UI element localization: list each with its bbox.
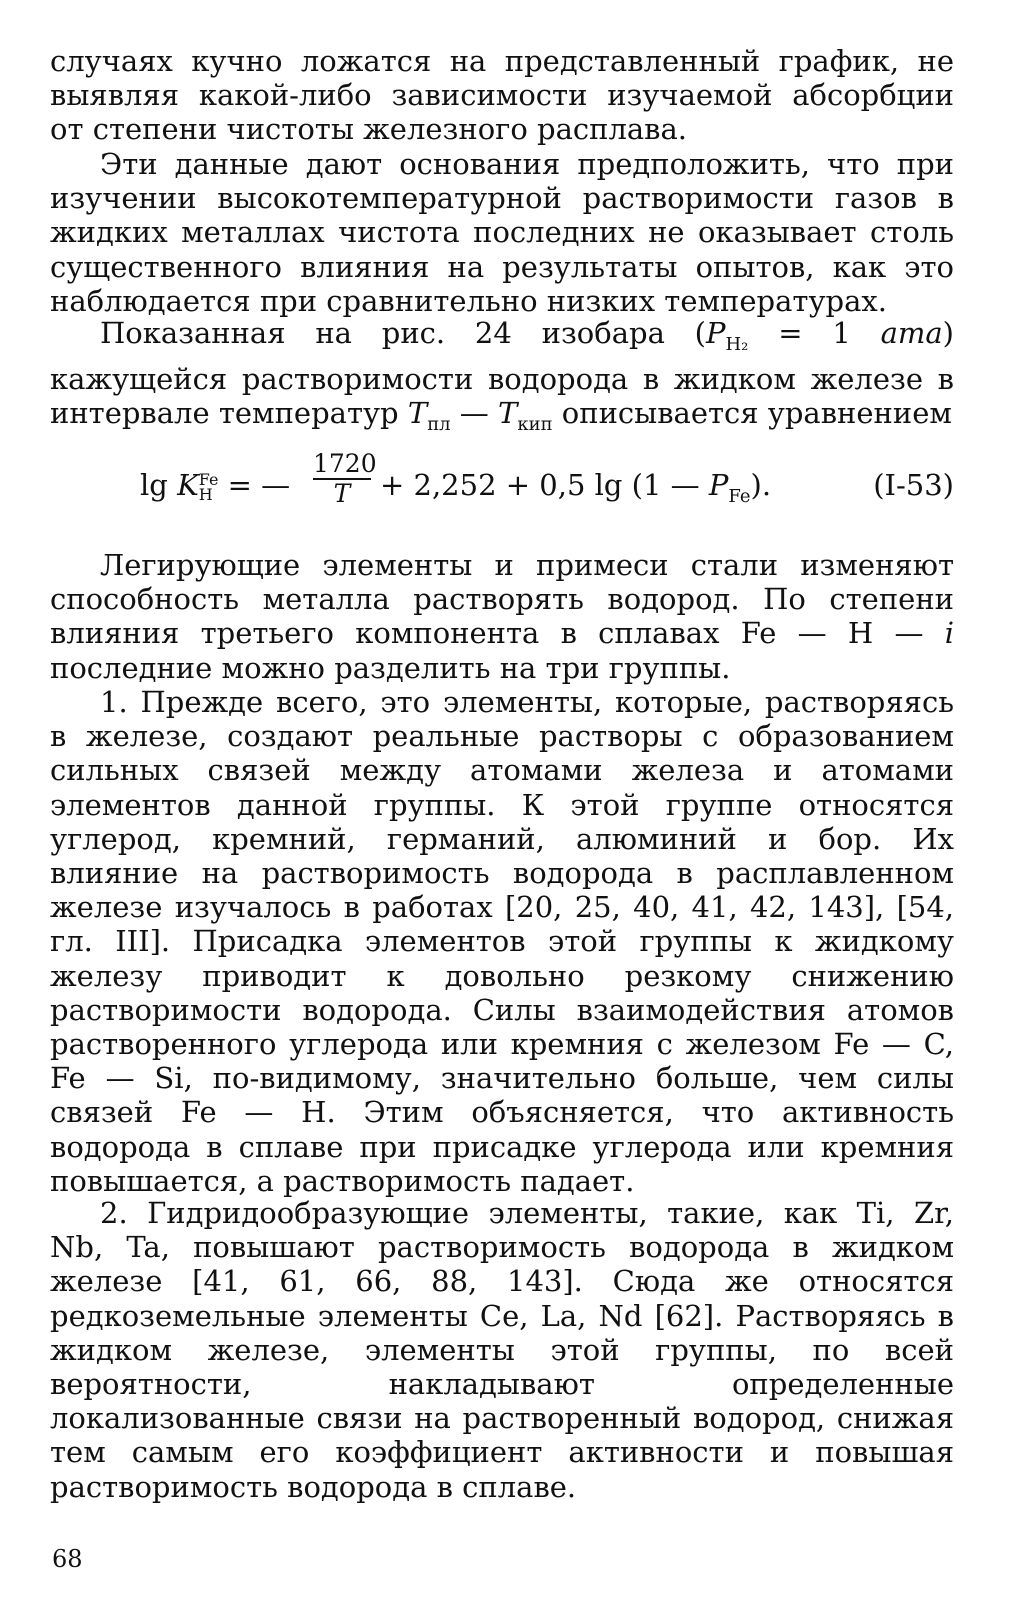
equals-minus: = — [218, 468, 291, 502]
equation-rhs [380, 468, 771, 507]
fraction [313, 449, 377, 508]
paragraph-3-text-a: Показанная на рис. 24 изобара ( [100, 316, 706, 350]
temperature-symbol-1: T [407, 396, 428, 431]
paragraph-4-text-b: последние можно разделить на три группы. [50, 650, 731, 685]
paragraph-3-text-c: описывается уравнением [552, 396, 952, 431]
fraction-numerator: 1720 [313, 449, 377, 478]
p-fe-subscript: Fe [728, 485, 751, 507]
component-i-symbol: i [944, 616, 954, 651]
equation-number: (I-53) [873, 468, 954, 502]
temperature-subscript-1: пл [427, 414, 451, 435]
pressure-subscript: H₂ [725, 333, 749, 355]
rhs-text-a: + 2,252 + 0,5 lg (1 — [380, 468, 709, 502]
paragraph-3 [50, 316, 954, 442]
page-number: 68 [52, 1545, 83, 1573]
lg-text: lg [140, 468, 178, 502]
equation-I-53 [140, 450, 954, 520]
k-superscript: Fe [198, 470, 219, 489]
dash-text: — [450, 396, 499, 431]
p-fe-symbol: P [708, 468, 729, 502]
paragraph-6-item-2: 2. Гидридообразующие элементы, такие, как Ti, Zr, Nb, Ta, повышают растворимость водорода в жидком железе [41, 61, 66, 88, 143]. Сюда же относятся редкоземельные элементы Ce, La, Nd [62]. Растворяясь в жидком железе, элементы этой группы, по всей вероятности, накладывают определенные локализованные связи на растворенный водород, снижая тем самым его коэффициент активности и повышая растворимость водорода в сплаве. [50, 1196, 954, 1504]
equation-lhs [140, 468, 290, 502]
k-subscript: H [198, 485, 213, 504]
rhs-text-b: ). [750, 468, 772, 502]
fraction-denominator: T [333, 479, 351, 508]
paragraph-5-item-1: 1. Прежде всего, это элементы, которые, растворяясь в железе, создают реальные растворы с образованием сильных связей между атомами железа и атомами элементов данной группы. К этой группе относятся углерод, кремний, германий, алюминий и бор. Их влияние на растворимость водорода в расплавленном железе изучалось в работах [20, 25, 40, 41, 42, 143], [54, гл. III]. Присадка элементов этой группы к жидкому железу приводит к довольно резкому снижению растворимости водорода. Силы взаимодействия атомов растворенного углерода или кремния с железом Fe — C, Fe — Si, по-видимому, значительно больше, чем силы связей Fe — H. Этим объясняется, что активность водорода в сплаве при присадке углерода или кремния повышается, а растворимость падает. [50, 685, 954, 1198]
unit-ata: ата [880, 316, 943, 350]
paragraph-2: Эти данные дают основания предположить, что при изучении высокотемпературной растворимости газов в жидких металлах чистота последних не оказывает столь существенного влияния на результаты опытов, как это наблюдается при сравнительно низких температурах. [50, 147, 954, 318]
temperature-symbol-2: T [498, 396, 518, 431]
paragraph-1: случаях кучно ложатся на представленный график, не выявляя какой-либо зависимости изучаемой абсорбции от степени чистоты железного расплава. [50, 44, 954, 147]
pressure-symbol: P [706, 316, 726, 350]
equals-text: = 1 [748, 316, 881, 350]
paragraph-4 [50, 548, 954, 685]
paragraph-4-text-a: Легирующие элементы и примеси стали изменяют способность металла растворять водород. По степени влияния третьего компонента в сплавах Fe — H — [50, 548, 954, 651]
paragraph-3-text-b: ) кажущейся растворимости водорода в жидком железе в интервале температур [50, 316, 954, 431]
k-symbol: K [177, 468, 199, 502]
temperature-subscript-2: кип [517, 414, 553, 435]
